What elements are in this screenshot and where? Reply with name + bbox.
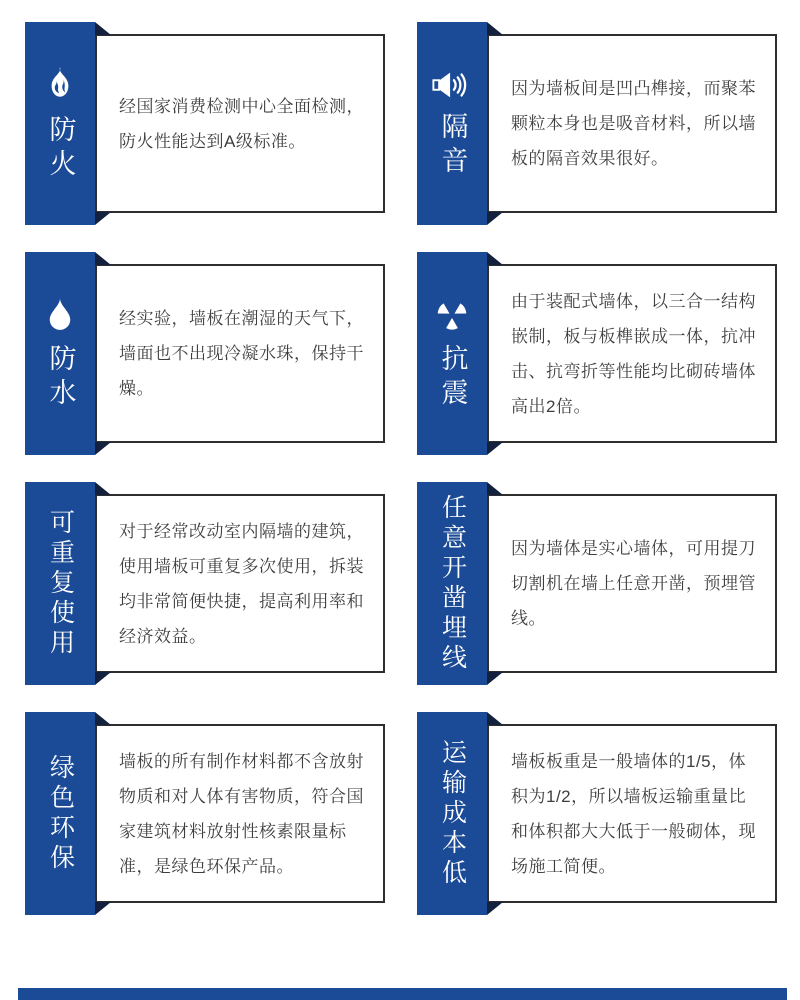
- feature-description-box: [487, 34, 777, 213]
- feature-description-box: [95, 494, 385, 673]
- feature-tab: [417, 482, 487, 685]
- feature-description: 对于经常改动室内隔墙的建筑，使用墙板可重复多次使用，拆装均非常简便快捷，提高利用率和经济效益。: [119, 521, 364, 646]
- fold-corner-bottom: [95, 902, 111, 915]
- feature-description: 墙板板重是一般墙体的1/5，体积为1/2，所以墙板运输重量比和体积都大大低于一般砌体，现场施工简便。: [511, 751, 756, 876]
- feature-tab: [417, 252, 487, 455]
- feature-description-box: [487, 264, 777, 443]
- feature-tab: [25, 22, 95, 225]
- feature-card-low-transport-cost: [417, 712, 777, 915]
- feature-tab: [25, 482, 95, 685]
- flame-icon: [42, 65, 78, 105]
- feature-card-quake-resistant: [417, 252, 777, 455]
- feature-description: 由于装配式墙体，以三合一结构嵌制，板与板榫嵌成一体，抗冲击、抗弯折等性能均比砌砖墙体高出2倍。: [511, 291, 756, 416]
- feature-description: 经实验，墙板在潮湿的天气下，墙面也不出现冷凝水珠，保持干燥。: [119, 309, 364, 398]
- feature-tab: [417, 22, 487, 225]
- feature-description: 墙板的所有制作材料都不含放射物质和对人体有害物质，符合国家建筑材料放射性核素限量标准，是绿色环保产品。: [119, 751, 364, 876]
- feature-label: 防水: [45, 343, 76, 412]
- footer-divider-bar: [18, 988, 787, 1000]
- feature-card-reusable: [25, 482, 385, 685]
- feature-description-box: [95, 264, 385, 443]
- feature-label: 抗震: [437, 343, 468, 412]
- feature-card-eco-friendly: [25, 712, 385, 915]
- feature-description: 因为墙体是实心墙体，可用提刀切割机在墙上任意开凿，预埋管线。: [511, 539, 756, 628]
- feature-description-box: [487, 494, 777, 673]
- radiation-icon: [433, 296, 471, 334]
- feature-tab: [25, 712, 95, 915]
- feature-card-waterproof: [25, 252, 385, 455]
- water-drop-icon: [46, 296, 74, 334]
- feature-label: 可重复使用: [46, 508, 75, 659]
- feature-label: 运输成本低: [438, 738, 467, 889]
- feature-label: 任意开凿埋线: [438, 493, 467, 674]
- feature-description: 因为墙板间是凹凸榫接，而聚苯颗粒本身也是吸音材料，所以墙板的隔音效果很好。: [511, 79, 756, 168]
- feature-card-free-cut-wiring: [417, 482, 777, 685]
- feature-description-box: [95, 34, 385, 213]
- feature-description: 经国家消费检测中心全面检测，防火性能达到A级标准。: [119, 96, 364, 151]
- fold-corner-bottom: [487, 212, 503, 225]
- feature-description-box: [487, 724, 777, 903]
- feature-card-fireproof: [25, 22, 385, 225]
- fold-corner-top: [95, 22, 111, 35]
- feature-tab: [417, 712, 487, 915]
- feature-card-soundproof: [417, 22, 777, 225]
- feature-description-box: [95, 724, 385, 903]
- speaker-icon: [431, 68, 473, 102]
- feature-label: 隔音: [437, 111, 468, 180]
- fold-corner-bottom: [95, 212, 111, 225]
- fold-corner-bottom: [95, 442, 111, 455]
- feature-label: 绿色环保: [46, 753, 75, 874]
- feature-label: 防火: [45, 114, 76, 183]
- feature-tab: [25, 252, 95, 455]
- fold-corner-bottom: [487, 672, 503, 685]
- fold-corner-bottom: [487, 902, 503, 915]
- fold-corner-bottom: [487, 442, 503, 455]
- fold-corner-bottom: [95, 672, 111, 685]
